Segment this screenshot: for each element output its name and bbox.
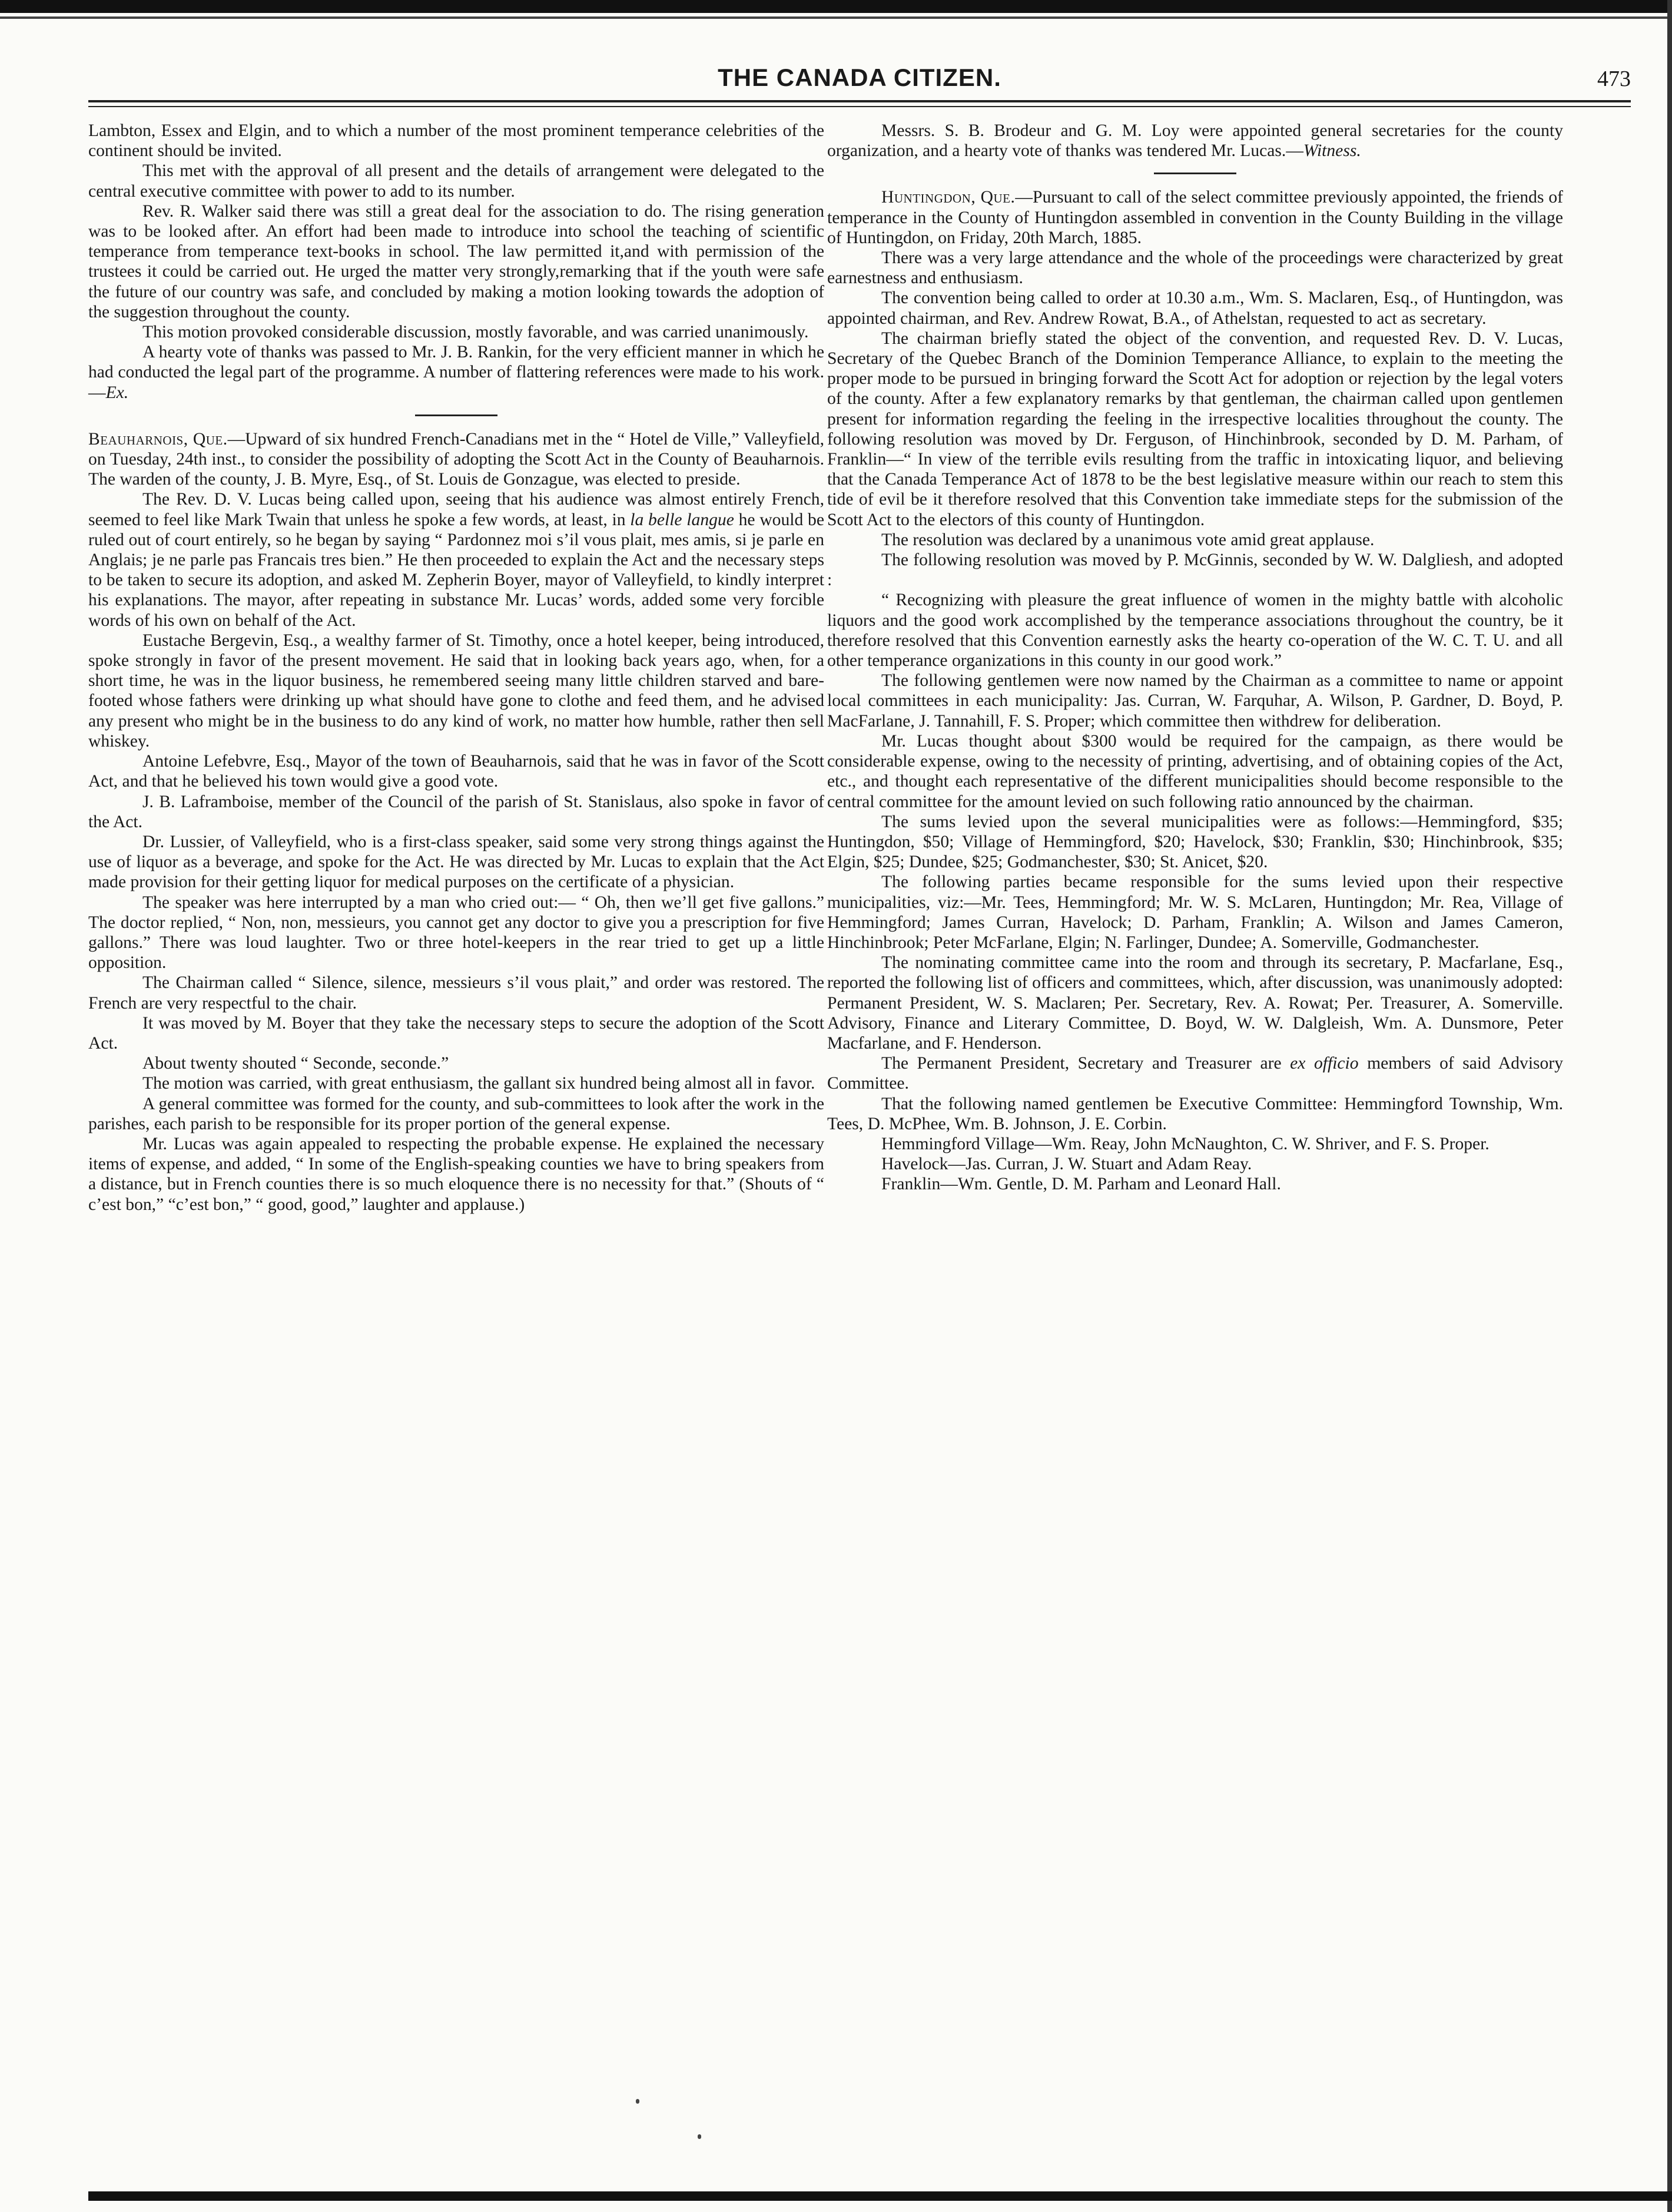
paragraph-text: Messrs. S. B. Brodeur and G. M. Loy were appointed general secretaries for the county organization, and a hearty vote of thanks was tendered Mr. Lucas.— xyxy=(827,121,1563,161)
paragraph: Mr. Lucas was again appealed to respecting the probable expense. He explained the necessary items of expense, and added, “ In some of the English-speaking counties we have to bring speakers from a distance, but in French counties there is so much eloquence there is no necessity for that.” (Shouts of “ c’est bon,” “c’est bon,” “ good, good,” laughter and applause.) xyxy=(88,1134,824,1214)
paragraph: The following parties became responsible for the sums levied upon their respective municipalities, viz:—Mr. Tees, Hemmingford; Mr. W. S. McLaren, Huntingdon; Mr. Rea, Village of Hemmingford; James Curran, Havelock; D. Parham, Franklin; A. Wilson and James Cameron, Hinchinbrook; Peter McFarlane, Elgin; N. Farlinger, Dundee; A. Somerville, Godmanchester. xyxy=(827,873,1563,952)
paragraph: Eustache Bergevin, Esq., a wealthy farmer of St. Timothy, once a hotel keeper, being introduced, spoke strongly in favor of the present movement. He said that in looking back years ago, when, for a short time, he was in the liquor business, he remembered seeing many little children starved and bare-footed whose fathers were drinking up what should have gone to clothe and feed them, and he advised any present who might be in the business to do any kind of work, no matter how humble, rather then sell whiskey. xyxy=(88,631,824,751)
paragraph-text: he would be ruled out of court entirely, so he began by saying “ Pardonnez moi s’il vous plait, mes amis, si je parle en Anglais; je ne parle pas Francais tres bien.” He then proceeded to explain the Act and the necessary steps to be taken to secure its adoption, and asked M. Zepherin Boyer, mayor of Valleyfield, to kindly interpret his explanations. The mayor, after repeating in substance Mr. Lucas’ words, added some very forcible words of his own on behalf of the Act. xyxy=(88,510,824,630)
paragraph: “ Recognizing with pleasure the great influence of women in the mighty battle with alcoholic liquors and the good work accomplished by the temperance associations throughout the country, be it therefore resolved that this Convention earnestly asks the hearty co-operation of the W. C. T. U. and all other temperance organizations in this county in our good work.” xyxy=(827,591,1563,671)
paragraph: Mr. Lucas thought about $300 would be required for the campaign, as there would be considerable expense, owing to the necessity of printing, advertising, and of obtaining copies of the Act, etc., and thought each representative of the different municipalities should become responsible to the central committee for the amount levied on such following ratio announced by the chairman. xyxy=(827,731,1563,811)
paragraph xyxy=(827,121,1563,161)
paragraph: The resolution was declared by a unanimous vote amid great applause. xyxy=(881,530,1375,549)
print-speck xyxy=(636,2099,639,2104)
page-header xyxy=(88,59,1631,94)
paragraph: Havelock—Jas. Curran, J. W. Stuart and Adam Reay. xyxy=(881,1155,1252,1174)
header-rule-thin xyxy=(88,106,1631,107)
paragraph: Franklin—Wm. Gentle, D. M. Parham and Leonard Hall. xyxy=(881,1175,1281,1194)
right-page-edge xyxy=(1667,0,1672,2212)
bottom-border-rule xyxy=(88,2191,1672,2201)
paragraph xyxy=(827,1053,1563,1093)
paragraph-text: —Upward of six hundred French-Canadians met in the “ Hotel de Ville,” Valleyfield, on Tuesday, 24th inst., to consider the possibility of adopting the Scott Act in the County of Beauharnois. The warden of the county, J. B. Myre, Esq., of St. Louis de Gonzague, was elected to preside. xyxy=(88,429,824,489)
paragraph: The nominating committee came into the room and through its secretary, P. Macfarlane, Esq., reported the following list of officers and committees, which, after discussion, was unanimously adopted: Permanent President, W. S. Maclaren; Per. Secretary, Rev. A. Rowat; Per. Treasurer, A. Somerville. Advisory, Finance and Literary Committee, D. Boyd, W. W. Dalgleish, Wm. A. Dunsmore, Peter Macfarlane, and F. Henderson. xyxy=(827,953,1563,1053)
top-border-thin-rule xyxy=(0,16,1672,19)
section-divider xyxy=(415,414,497,416)
source-credit: Witness. xyxy=(1303,141,1361,161)
paragraph: That the following named gentlemen be Executive Committee: Hemmingford Township, Wm. Tees, D. McPhee, Wm. B. Johnson, J. E. Corbin. xyxy=(827,1094,1563,1133)
paragraph: This motion provoked considerable discussion, mostly favorable, and was carried unanimously. xyxy=(142,323,809,342)
paragraph: The motion was carried, with great enthusiasm, the gallant six hundred being almost all in favor. xyxy=(142,1074,815,1093)
dateline: Huntingdon, Que. xyxy=(881,188,1016,207)
paragraph-text: —Pursuant to call of the select committee previously appointed, the friends of temperance in the County of Huntingdon assembled in convention in the County Building in the village of Huntingdon, on Friday, 20th March, 1885. xyxy=(827,188,1563,247)
print-speck xyxy=(698,2134,701,2139)
paragraph xyxy=(88,342,824,403)
page-number: 473 xyxy=(1597,67,1631,91)
paragraph: The convention being called to order at 10.30 a.m., Wm. S. Maclaren, Esq., of Huntingdon, was appointed chairman, and Rev. Andrew Rowat, B.A., of Athelstan, requested to act as secretary. xyxy=(827,288,1563,328)
dateline: Beauharnois, Que. xyxy=(88,429,228,449)
header-rule xyxy=(88,100,1631,102)
paragraph: J. B. Laframboise, member of the Council of the parish of St. Stanislaus, also spoke in favor of the Act. xyxy=(88,792,824,831)
paragraph-text: A hearty vote of thanks was passed to Mr. J. B. Rankin, for the very efficient manner in which he had conducted the legal part of the programme. A number of flattering references were made to his work.— xyxy=(88,343,824,402)
paragraph-text: members of said Advisory Committee. xyxy=(827,1054,1564,1093)
paragraph: Lambton, Essex and Elgin, and to which a number of the most prominent temperance celebrities of the continent should be invited. xyxy=(88,121,824,161)
paragraph: The sums levied upon the several municipalities were as follows:—Hemmingford, $35; Huntingdon, $50; Village of Hemmingford, $20; Havelock, $30; Franklin, $30; Hinchinbrook, $35; Elgin, $25; Dundee, $25; Godmanchester, $30; St. Anicet, $20. xyxy=(827,812,1563,872)
right-column xyxy=(827,121,1563,1195)
paragraph: The speaker was here interrupted by a man who cried out:— “ Oh, then we’ll get five gallons.” The doctor replied, “ Non, non, messieurs, you cannot get any doctor to give you a prescription for five gallons.” There was loud laughter. Two or three hotel-keepers in the rear tried to get up a little opposition. xyxy=(88,893,824,973)
paragraph-text: The Rev. D. V. Lucas being called upon, seeing that his audience was almost entirely French, seemed to feel like Mark Twain that unless he spoke a few words, at least, in xyxy=(88,490,824,529)
italic-phrase: ex officio xyxy=(1290,1054,1359,1073)
paragraph: Hemmingford Village—Wm. Reay, John McNaughton, C. W. Shriver, and F. S. Proper. xyxy=(881,1134,1489,1153)
paragraph: The Chairman called “ Silence, silence, messieurs s’il vous plait,” and order was restored. The French are very respectful to the chair. xyxy=(88,973,824,1013)
paragraph: The following resolution was moved by P. McGinnis, seconded by W. W. Dalgliesh, and adopted : xyxy=(827,550,1563,590)
paragraph: Antoine Lefebvre, Esq., Mayor of the town of Beauharnois, said that he was in favor of the Scott Act, and that he believed his town would give a good vote. xyxy=(88,752,824,791)
section-divider xyxy=(1154,173,1236,174)
paragraph: There was a very large attendance and the whole of the proceedings were characterized by great earnestness and enthusiasm. xyxy=(827,248,1563,288)
publication-title: THE CANADA CITIZEN. xyxy=(718,64,1001,91)
paragraph: The chairman briefly stated the object of the convention, and requested Rev. D. V. Lucas, Secretary of the Quebec Branch of the Dominion Temperance Alliance, to explain to the meeting the proper mode to be pursued in bringing forward the Scott Act for adoption or rejection by the legal voters of the county. After a few explanatory remarks by that gentleman, the chairman called upon gentlemen present for information regarding the feeling in the irrespective localities throughout the county. The following resolution was moved by Dr. Ferguson, of Hinchinbrook, seconded by D. M. Parham, of Franklin—“ In view of the terrible evils resulting from the traffic in intoxicating liquor, and believing that the Canada Temperance Act of 1878 to be the best legislative measure within our reach to stem this tide of evil be it therefore resolved that this Convention take immediate steps for the submission of the Scott Act to the electors of this county of Huntingdon. xyxy=(827,329,1563,529)
paragraph: It was moved by M. Boyer that they take the necessary steps to secure the adoption of the Scott Act. xyxy=(88,1013,824,1053)
paragraph: A general committee was formed for the county, and sub-committees to look after the work in the parishes, each parish to be responsible for its proper portion of the general expense. xyxy=(88,1094,824,1133)
left-column xyxy=(88,121,824,1215)
paragraph-text: The Permanent President, Secretary and Treasurer are xyxy=(881,1054,1282,1073)
italic-phrase: la belle langue xyxy=(630,510,734,529)
paragraph: About twenty shouted “ Seconde, seconde.” xyxy=(142,1054,449,1073)
paragraph: Dr. Lussier, of Valleyfield, who is a first-class speaker, said some very strong things against the use of liquor as a beverage, and spoke for the Act. He was directed by Mr. Lucas to explain that the Act made provision for their getting liquor for medical purposes on the certificate of a physician. xyxy=(88,832,824,892)
source-credit: Ex. xyxy=(105,383,129,402)
article-beauharnois xyxy=(88,429,824,490)
article-huntingdon xyxy=(827,187,1563,248)
paragraph: Rev. R. Walker said there was still a great deal for the association to do. The rising generation was to be looked after. An effort had been made to introduce into school the teaching of scientific temperance from temperance text-books in school. The law permitted it,and with permission of the trustees it could be carried out. He urged the matter very strongly,remarking that if the youth were safe the future of our country was safe, and concluded by making a motion looking towards the adoption of the suggestion throughout the county. xyxy=(88,201,824,321)
paragraph: This met with the approval of all present and the details of arrangement were delegated to the central executive committee with power to add to its number. xyxy=(88,161,824,201)
paragraph xyxy=(88,489,824,630)
top-border-rule xyxy=(0,0,1672,13)
paragraph: The following gentlemen were now named by the Chairman as a committee to name or appoint local committees in each municipality: Jas. Curran, W. Farquhar, A. Wilson, P. Gardner, D. Boyd, P. MacFarlane, J. Tannahill, F. S. Proper; which committee then withdrew for deliberation. xyxy=(827,671,1563,731)
